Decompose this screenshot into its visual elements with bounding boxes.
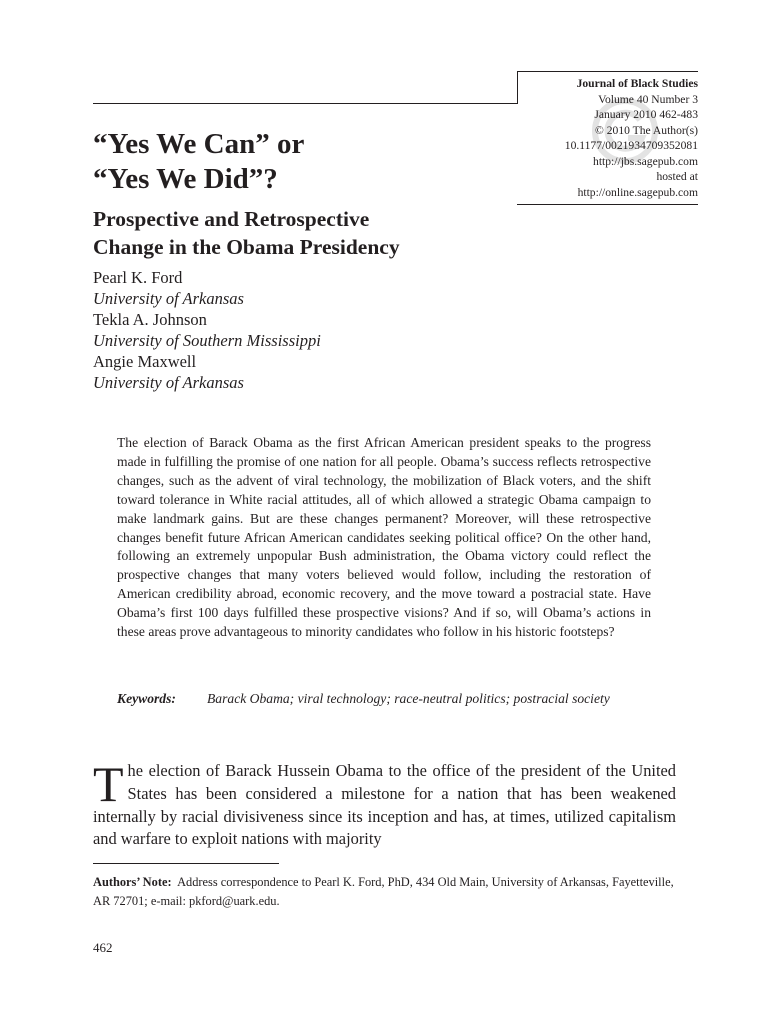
footnote-rule: [93, 863, 279, 864]
authors-note-label: Authors’ Note:: [93, 875, 172, 889]
author-name: Tekla A. Johnson: [93, 310, 207, 329]
journal-box-bottom-rule: [517, 204, 698, 205]
author-list: [93, 267, 593, 393]
keywords-value: Barack Obama; viral technology; race-neutral politics; postracial society: [207, 691, 610, 706]
page-number: 462: [93, 940, 113, 955]
author-name: Pearl K. Ford: [93, 268, 183, 287]
abstract: The election of Barack Obama as the first African American president speaks to the progress made in fulfilling the promise of one nation for all people. Obama’s success reflects retrospective changes, such as the advent of viral technology, the mobilization of Black voters, and the shift toward tolerance in White racial attitudes, all of which allowed a strategic Obama campaign to make landmark gains. But are these changes permanent? Moreover, will these retrospective changes benefit future African American candidates seeking political office? On the other hand, following an extremely unpopular Bush administration, the Obama victory could reflect the prospective changes that many voters believed would follow, including the restoration of American credibility abroad, economic recovery, and the move toward a postracial state. Have Obama’s first 100 days fulfilled these prospective visions? And if so, will Obama’s actions in these areas prove advantageous to minority candidates who follow in his historic footsteps?: [117, 435, 651, 640]
journal-volume: Volume 40 Number 3: [598, 92, 698, 106]
authors-note-text: Address correspondence to Pearl K. Ford, PhD, 434 Old Main, University of Arkansas, Fayetteville, AR 72701; e-mail: pkford@uark.edu.: [93, 875, 674, 908]
author-affiliation: University of Southern Mississippi: [93, 331, 321, 350]
body-paragraph: [93, 756, 676, 851]
keywords-label: Keywords:: [117, 691, 176, 706]
drop-cap: T: [93, 756, 124, 812]
title-line-2: “Yes We Did”?: [93, 163, 278, 195]
author-affiliation: University of Arkansas: [93, 373, 244, 392]
journal-date-pages: January 2010 462-483: [594, 108, 698, 121]
paper-subtitle: [93, 205, 523, 261]
body-text: he election of Barack Hussein Obama to the office of the president of the United States has been considered a milestone for a nation that has been weakened internally by racial divisiveness since its inception and has, at times, utilized capitalism and warfare to exploit nations with majority: [93, 761, 676, 849]
keywords: [117, 690, 651, 709]
journal-hosted-at: hosted at: [656, 170, 698, 183]
journal-doi: 10.1177/0021934709352081: [564, 139, 698, 152]
subtitle-line-1: Prospective and Retrospective: [93, 207, 370, 231]
journal-copyright: © 2010 The Author(s): [595, 123, 698, 137]
journal-box-top-rule: [517, 71, 698, 72]
journal-name: Journal of Black Studies: [576, 77, 698, 90]
journal-url[interactable]: http://jbs.sagepub.com: [593, 154, 698, 168]
journal-hosted-url[interactable]: http://online.sagepub.com: [577, 185, 698, 199]
paper-title: [93, 127, 513, 197]
authors-note: [93, 873, 676, 910]
subtitle-line-2: Change in the Obama Presidency: [93, 235, 400, 259]
title-line-1: “Yes We Can” or: [93, 128, 305, 160]
author-name: Angie Maxwell: [93, 352, 197, 371]
author-affiliation: University of Arkansas: [93, 289, 244, 308]
